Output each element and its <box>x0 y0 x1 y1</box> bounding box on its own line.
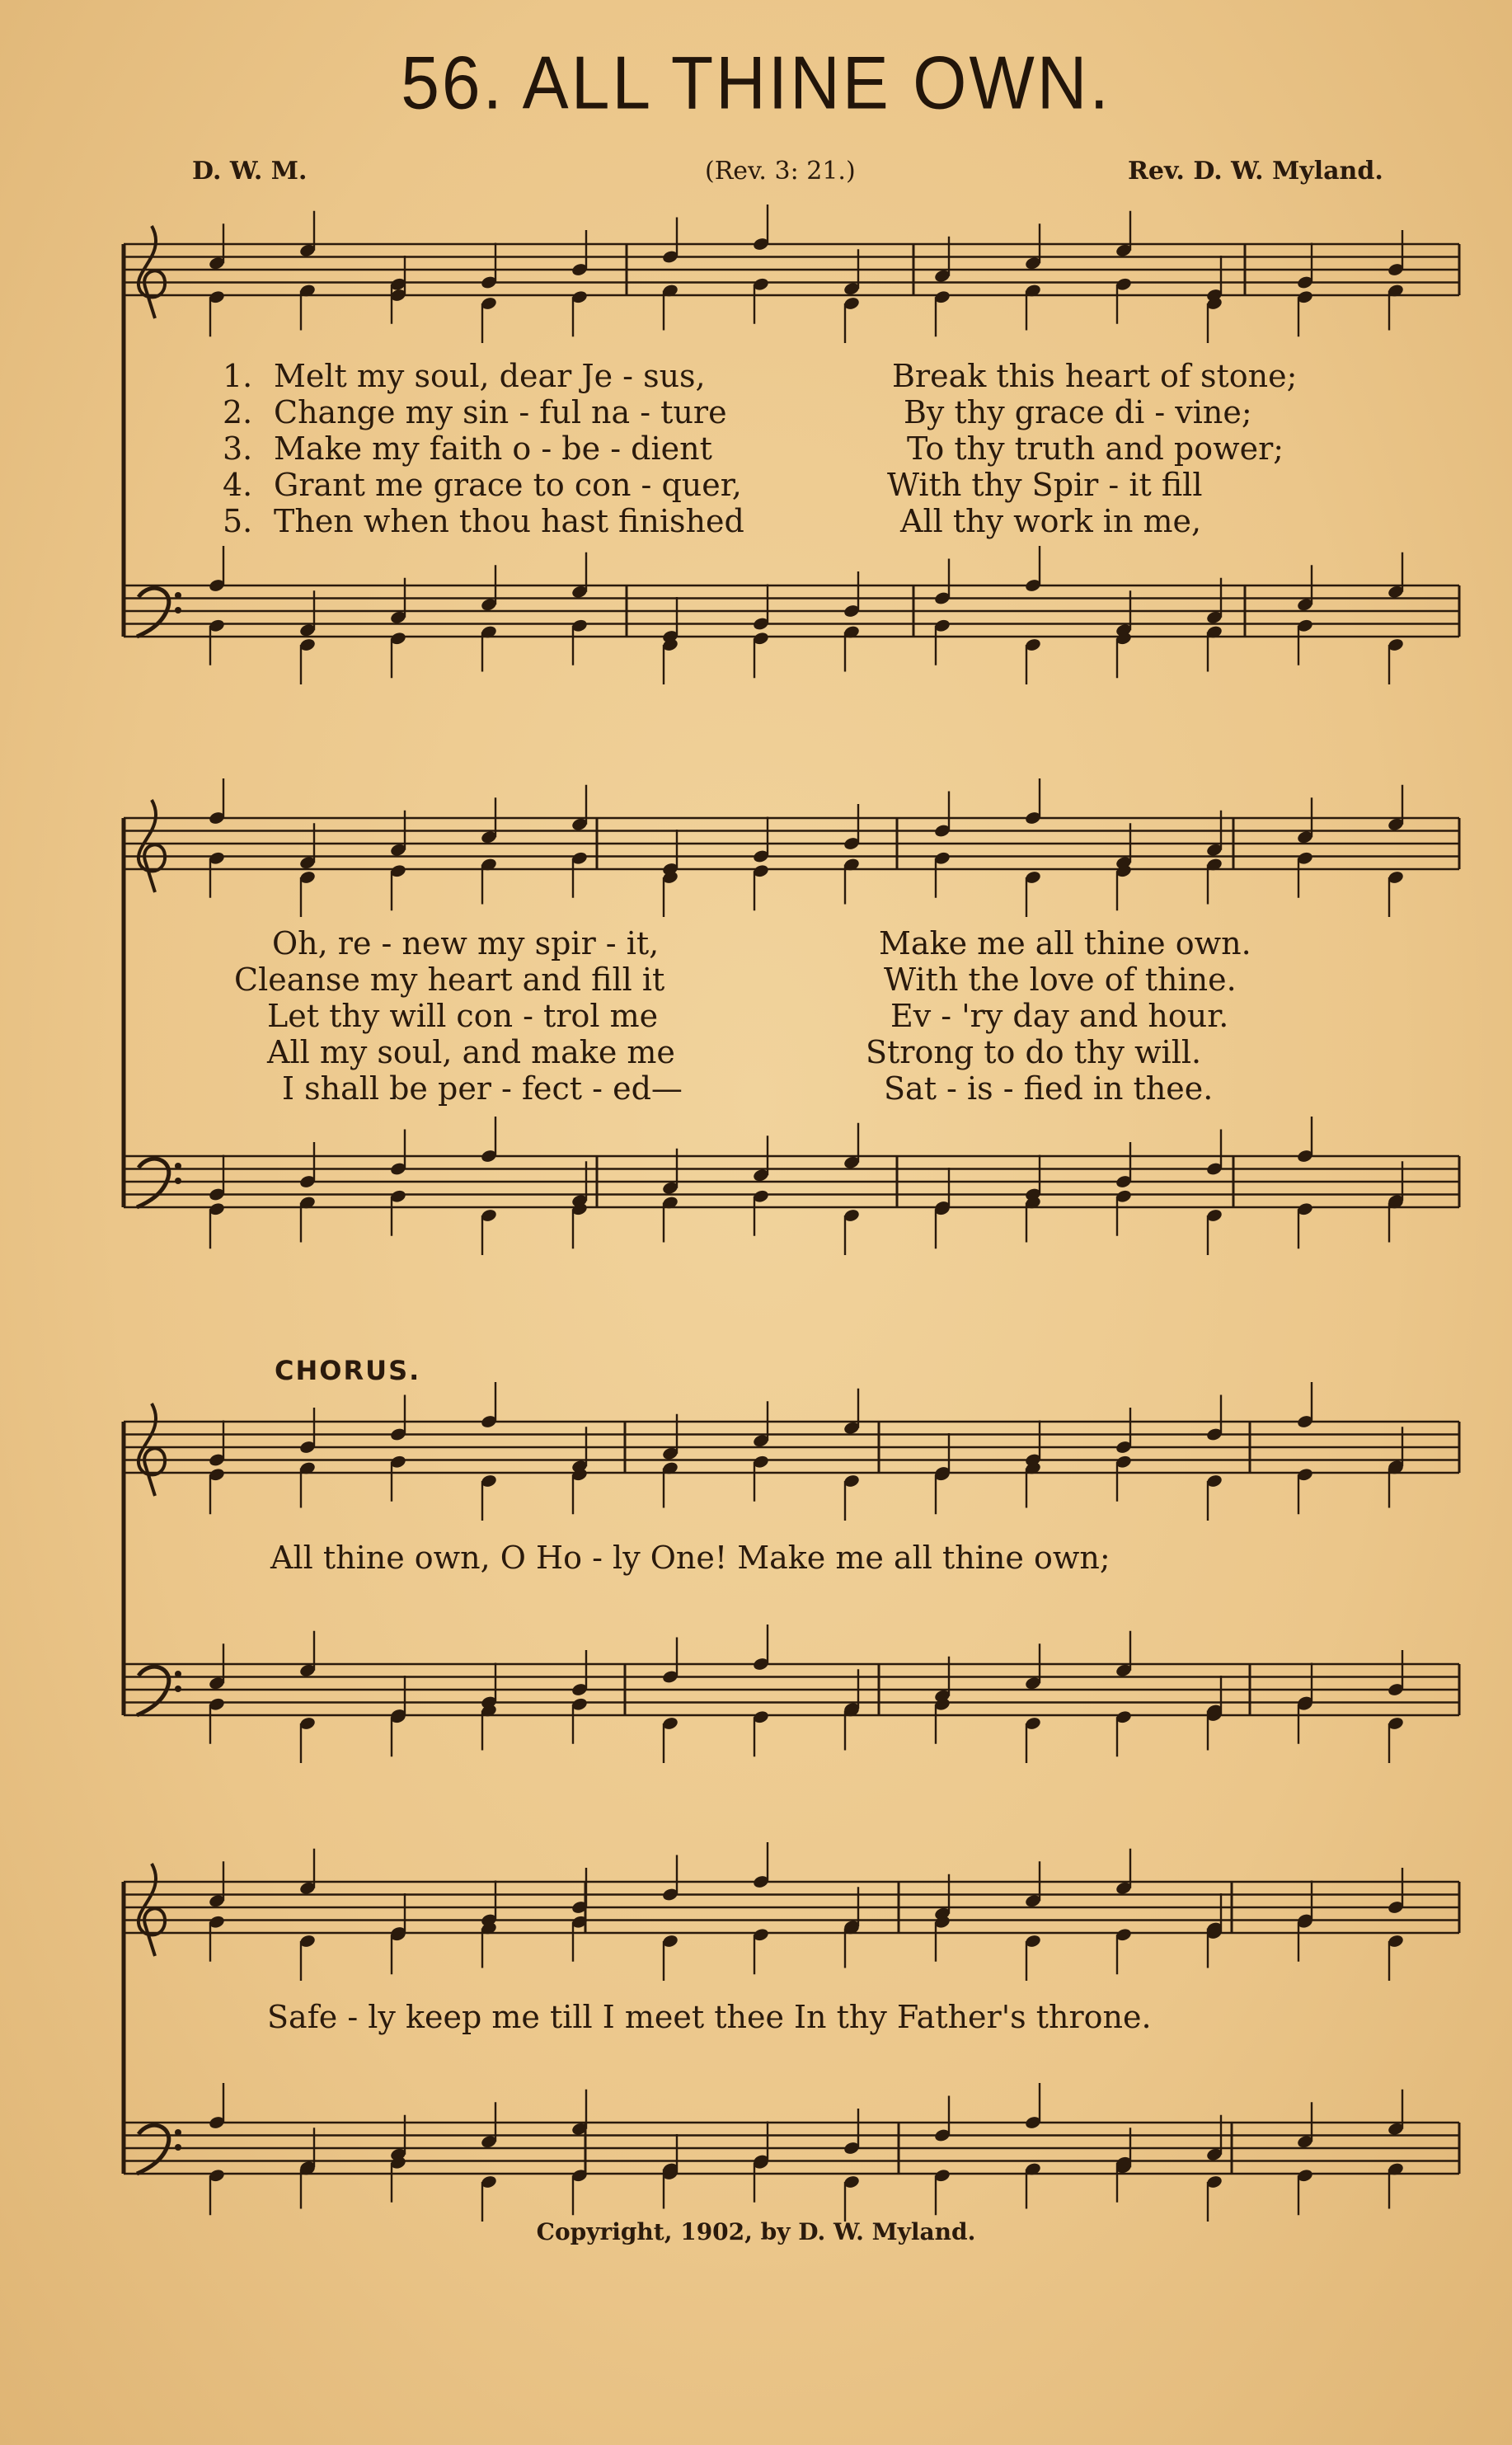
bass-clef-dot <box>175 1686 181 1692</box>
treble-clef-icon <box>139 226 165 318</box>
lyric-second-half: All thy work in me, <box>900 503 1202 539</box>
lyric-line <box>223 467 1377 503</box>
bass-clef-dot <box>175 2144 181 2151</box>
lyric-second-half: Sat - is - fied in thee. <box>884 1070 1214 1107</box>
treble-clef-icon <box>139 1404 165 1496</box>
chorus-label: CHORUS. <box>275 1355 421 1386</box>
lyric-second-half: Ev - 'ry day and hour. <box>890 998 1229 1034</box>
bass-clef-icon <box>137 588 169 637</box>
lyric-first-half: Change my sin - ful na - ture <box>274 394 727 430</box>
bass-clef-dot <box>175 607 181 614</box>
bass-clef-dot <box>175 2129 181 2136</box>
lyric-first-half: Melt my soul, dear Je - sus, <box>274 358 706 394</box>
bass-clef-dot <box>175 1671 181 1677</box>
verse-number: 4. <box>223 467 253 503</box>
verse-number: 1. <box>223 358 253 394</box>
lyric-line <box>231 925 1385 962</box>
tune-credit: D. W. M. <box>192 157 308 186</box>
verse-lyrics-part2 <box>231 925 1385 1107</box>
lyric-first-half: I shall be per - fect - ed— <box>282 1070 683 1107</box>
lyric-line <box>231 1070 1385 1107</box>
bass-clef-dot <box>175 1178 181 1184</box>
lyric-second-half: Break this heart of stone; <box>892 358 1298 394</box>
lyric-line <box>223 430 1377 467</box>
verse-number: 3. <box>223 430 253 467</box>
scripture-reference: (Rev. 3: 21.) <box>705 157 856 186</box>
verse-number: 2. <box>223 394 253 430</box>
author-credit: Rev. D. W. Myland. <box>1128 157 1383 186</box>
lyric-second-half: Strong to do thy will. <box>866 1034 1202 1070</box>
copyright-notice: Copyright, 1902, by D. W. Myland. <box>536 2218 976 2245</box>
chorus-line-2: Safe - ly keep me till I meet thee In thy Father's throne. <box>267 1999 1152 2035</box>
lyric-first-half: Oh, re - new my spir - it, <box>272 925 660 962</box>
lyric-second-half: With thy Spir - it fill <box>887 467 1203 503</box>
lyric-second-half: By thy grace di - vine; <box>904 394 1252 430</box>
lyric-line <box>231 998 1385 1034</box>
lyric-second-half: With the love of thine. <box>884 962 1237 998</box>
treble-clef-icon <box>139 800 165 892</box>
bass-clef-icon <box>137 1159 169 1207</box>
verse-lyrics-part1 <box>223 358 1377 539</box>
lyric-second-half: Make me all thine own. <box>879 925 1251 962</box>
lyric-first-half: Let thy will con - trol me <box>267 998 659 1034</box>
lyric-line <box>231 1034 1385 1070</box>
treble-clef-icon <box>139 1864 165 1956</box>
lyric-line <box>231 962 1385 998</box>
lyric-first-half: All my soul, and make me <box>267 1034 675 1070</box>
bass-clef-icon <box>137 2125 169 2174</box>
lyric-first-half: Make my faith o - be - dient <box>274 430 712 467</box>
lyric-first-half: Then when thou hast finished <box>274 503 744 539</box>
bass-clef-dot <box>175 1163 181 1169</box>
lyric-line <box>223 358 1377 394</box>
lyric-line <box>223 394 1377 430</box>
lyric-line <box>223 503 1377 539</box>
lyric-first-half: Grant me grace to con - quer, <box>274 467 742 503</box>
chorus-line-1: All thine own, O Ho - ly One! Make me all thine own; <box>270 1540 1111 1576</box>
lyric-first-half: Cleanse my heart and fill it <box>234 962 665 998</box>
verse-number: 5. <box>223 503 253 539</box>
hymn-title: 56. ALL THINE OWN. <box>401 40 1111 125</box>
bass-clef-icon <box>137 1667 169 1715</box>
bass-clef-dot <box>175 592 181 599</box>
lyric-second-half: To thy truth and power; <box>907 430 1284 467</box>
